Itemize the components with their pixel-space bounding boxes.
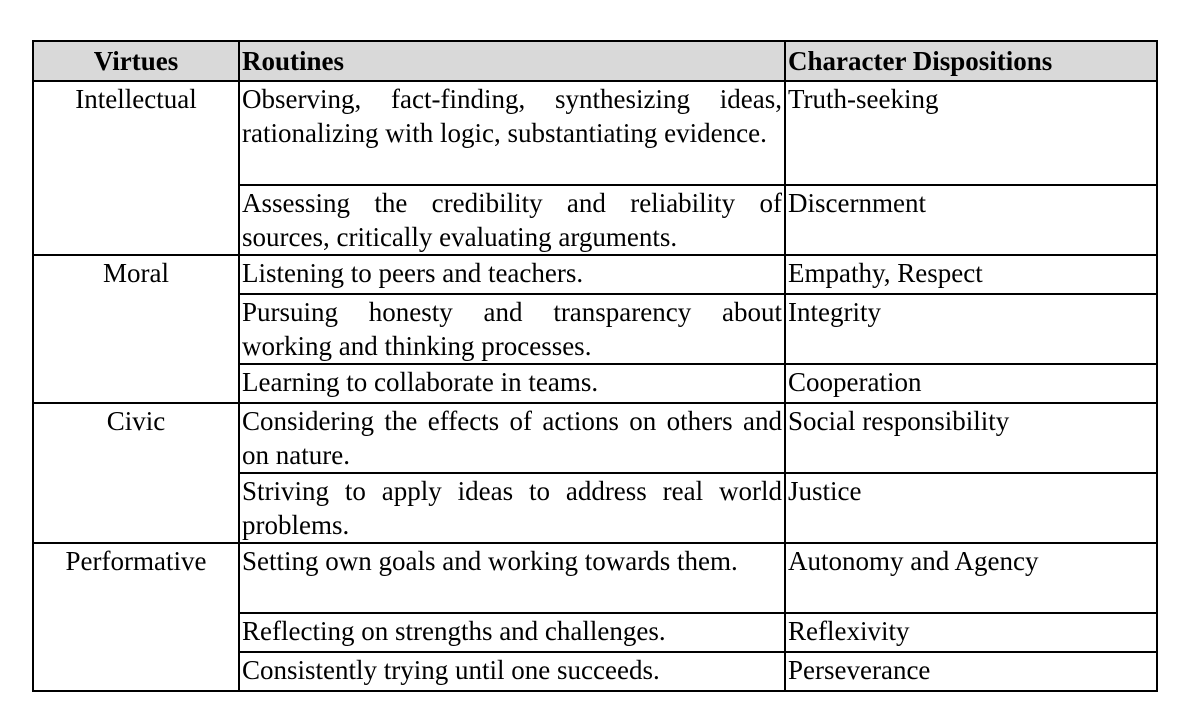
table-body xyxy=(33,81,1157,691)
disposition-cell: Discernment xyxy=(785,185,1157,255)
routine-cell: Setting own goals and working towards them. xyxy=(239,543,785,613)
routine-cell: Considering the effects of actions on others and on nature. xyxy=(239,403,785,473)
column-header-dispositions: Character Dispositions xyxy=(785,41,1157,81)
disposition-cell: Empathy, Respect xyxy=(785,255,1157,294)
disposition-cell: Integrity xyxy=(785,294,1157,364)
table-row xyxy=(33,255,1157,294)
disposition-cell: Reflexivity xyxy=(785,613,1157,652)
virtue-cell-performative: Performative xyxy=(33,543,239,691)
disposition-cell: Cooperation xyxy=(785,364,1157,403)
disposition-cell: Social responsibility xyxy=(785,403,1157,473)
table-header xyxy=(33,41,1157,81)
routine-cell: Listening to peers and teachers. xyxy=(239,255,785,294)
header-row xyxy=(33,41,1157,81)
disposition-cell: Justice xyxy=(785,473,1157,543)
column-header-virtues: Virtues xyxy=(33,41,239,81)
routine-cell: Learning to collaborate in teams. xyxy=(239,364,785,403)
routine-cell: Striving to apply ideas to address real world problems. xyxy=(239,473,785,543)
table-row xyxy=(33,81,1157,185)
table-row xyxy=(33,403,1157,473)
disposition-cell: Autonomy and Agency xyxy=(785,543,1157,613)
routine-cell: Observing, fact-finding, synthesizing ideas, rationalizing with logic, substantiating evidence. xyxy=(239,81,785,185)
routine-cell: Pursuing honesty and transparency about working and thinking processes. xyxy=(239,294,785,364)
routine-cell: Reflecting on strengths and challenges. xyxy=(239,613,785,652)
disposition-cell: Perseverance xyxy=(785,652,1157,691)
disposition-cell: Truth-seeking xyxy=(785,81,1157,185)
virtue-cell-civic: Civic xyxy=(33,403,239,543)
virtue-cell-moral: Moral xyxy=(33,255,239,403)
routine-cell: Consistently trying until one succeeds. xyxy=(239,652,785,691)
routine-cell: Assessing the credibility and reliability of sources, critically evaluating arguments. xyxy=(239,185,785,255)
column-header-routines: Routines xyxy=(239,41,785,81)
table-row xyxy=(33,543,1157,613)
virtue-cell-intellectual: Intellectual xyxy=(33,81,239,255)
virtues-routines-table xyxy=(32,40,1158,692)
